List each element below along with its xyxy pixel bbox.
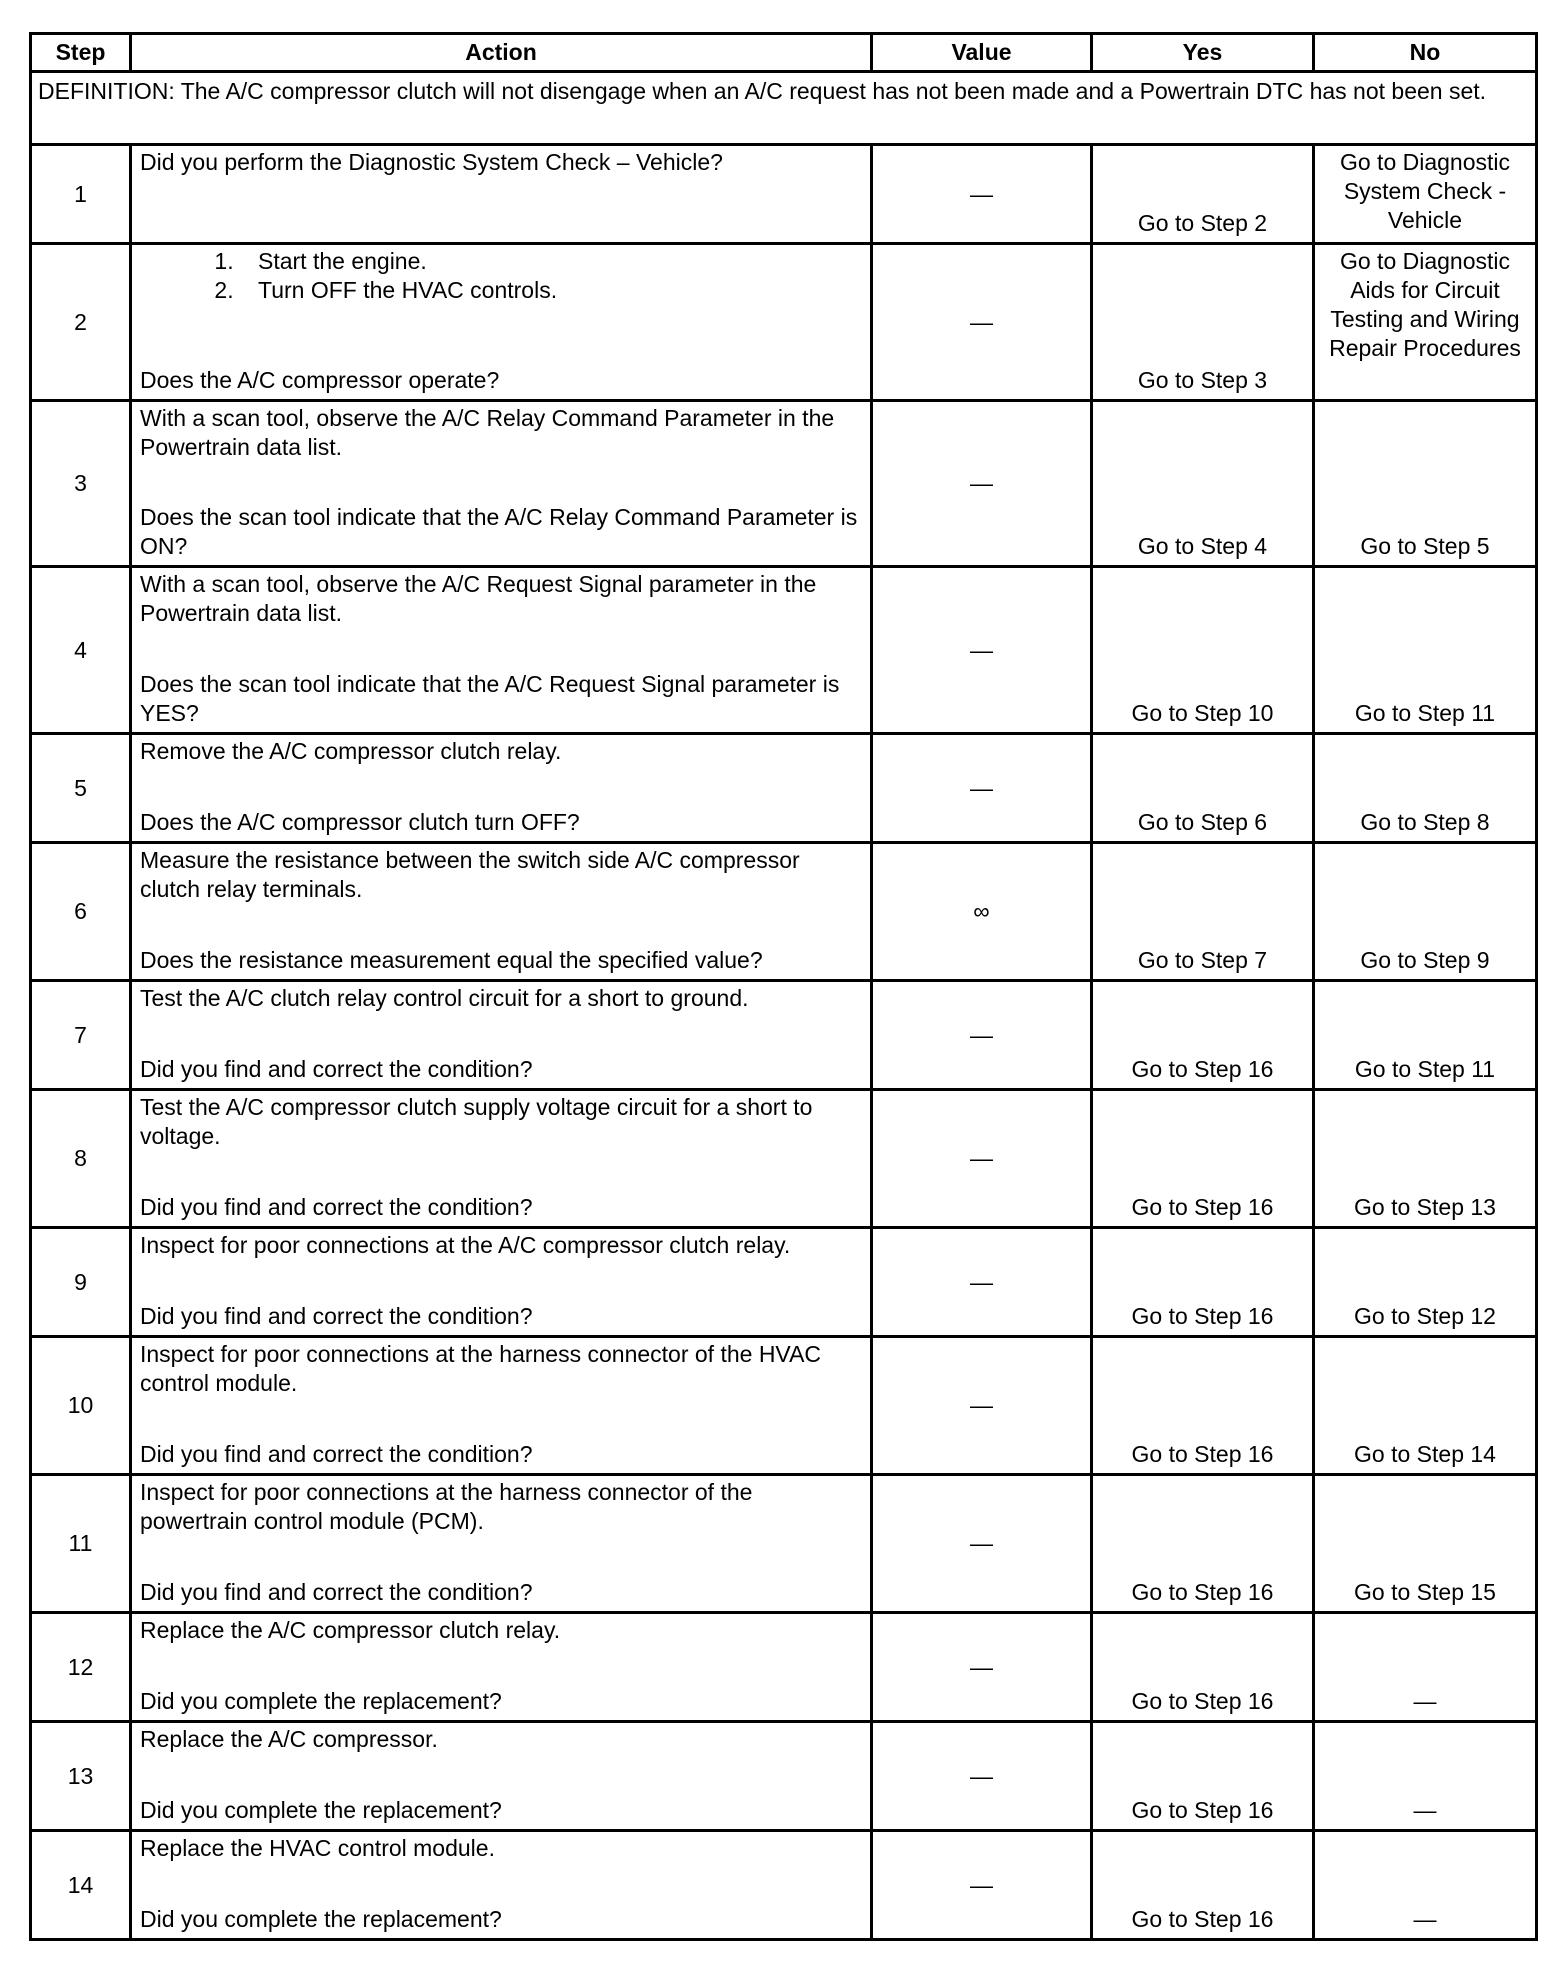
action-cell — [131, 1337, 872, 1475]
action-text: Test the A/C clutch relay control circuit for a short to ground. — [140, 985, 749, 1011]
value-cell: — — [872, 145, 1092, 244]
step-number: 1 — [31, 145, 131, 244]
value-cell: — — [872, 981, 1092, 1090]
yes-cell: Go to Step 10 — [1092, 567, 1314, 734]
step-number: 14 — [31, 1831, 131, 1940]
action-text: Remove the A/C compressor clutch relay. — [140, 738, 562, 764]
action-question: Did you find and correct the condition? — [140, 1441, 533, 1467]
definition-row — [31, 72, 1537, 145]
yes-cell: Go to Step 2 — [1092, 145, 1314, 244]
action-cell — [131, 1475, 872, 1613]
no-cell: — — [1314, 1831, 1537, 1940]
header-value: Value — [872, 34, 1092, 72]
no-cell: Go to Step 11 — [1314, 981, 1537, 1090]
value-cell: ∞ — [872, 843, 1092, 981]
no-cell: Go to Diagnostic System Check - Vehicle — [1314, 145, 1537, 244]
yes-cell: Go to Step 4 — [1092, 401, 1314, 567]
yes-cell: Go to Step 16 — [1092, 1722, 1314, 1831]
no-cell: Go to Diagnostic Aids for Circuit Testing and Wiring Repair Procedures — [1314, 244, 1537, 401]
action-cell — [131, 1722, 872, 1831]
action-cell — [131, 244, 872, 401]
no-cell: Go to Step 14 — [1314, 1337, 1537, 1475]
no-cell: Go to Step 5 — [1314, 401, 1537, 567]
yes-cell: Go to Step 16 — [1092, 1228, 1314, 1337]
value-cell: — — [872, 1228, 1092, 1337]
value-cell: — — [872, 734, 1092, 843]
step-number: 10 — [31, 1337, 131, 1475]
value-cell: — — [872, 401, 1092, 567]
step-number: 6 — [31, 843, 131, 981]
table-row — [31, 1722, 1537, 1831]
no-cell: Go to Step 8 — [1314, 734, 1537, 843]
value-cell: — — [872, 567, 1092, 734]
yes-cell: Go to Step 16 — [1092, 1613, 1314, 1722]
no-cell: — — [1314, 1722, 1537, 1831]
step-number: 7 — [31, 981, 131, 1090]
step-number: 12 — [31, 1613, 131, 1722]
action-cell — [131, 843, 872, 981]
substep-item: 2. Turn OFF the HVAC controls. — [240, 276, 862, 305]
yes-cell: Go to Step 16 — [1092, 1090, 1314, 1228]
action-question: Did you find and correct the condition? — [140, 1579, 533, 1605]
no-cell: — — [1314, 1613, 1537, 1722]
action-question: Did you complete the replacement? — [140, 1688, 502, 1714]
table-row — [31, 734, 1537, 843]
action-question: Does the A/C compressor clutch turn OFF? — [140, 809, 580, 835]
header-action: Action — [131, 34, 872, 72]
value-cell: — — [872, 1337, 1092, 1475]
table-row — [31, 1831, 1537, 1940]
value-cell: — — [872, 1613, 1092, 1722]
substep-item: 1. Start the engine. — [240, 247, 862, 276]
table-row — [31, 567, 1537, 734]
action-text: With a scan tool, observe the A/C Relay Command Parameter in the Powertrain data list. — [140, 405, 835, 460]
step-number: 8 — [31, 1090, 131, 1228]
action-cell — [131, 145, 872, 244]
yes-cell: Go to Step 3 — [1092, 244, 1314, 401]
yes-cell: Go to Step 16 — [1092, 1337, 1314, 1475]
header-yes: Yes — [1092, 34, 1314, 72]
action-text: Inspect for poor connections at the harness connector of the HVAC control module. — [140, 1341, 822, 1396]
action-question: Does the resistance measurement equal the specified value? — [140, 947, 763, 973]
table-row — [31, 244, 1537, 401]
action-text: Replace the HVAC control module. — [140, 1835, 495, 1861]
action-text: Replace the A/C compressor. — [140, 1726, 438, 1752]
action-cell — [131, 734, 872, 843]
action-text: Inspect for poor connections at the A/C compressor clutch relay. — [140, 1232, 791, 1258]
table-row — [31, 1337, 1537, 1475]
action-cell — [131, 1613, 872, 1722]
action-question: Did you complete the replacement? — [140, 1906, 502, 1932]
table-row — [31, 1228, 1537, 1337]
step-number: 2 — [31, 244, 131, 401]
action-cell — [131, 1090, 872, 1228]
yes-cell: Go to Step 7 — [1092, 843, 1314, 981]
diagnostic-table — [29, 32, 1538, 1941]
table-row — [31, 1475, 1537, 1613]
value-cell: — — [872, 1475, 1092, 1613]
table-row — [31, 145, 1537, 244]
step-number: 5 — [31, 734, 131, 843]
action-cell — [131, 1831, 872, 1940]
step-number: 13 — [31, 1722, 131, 1831]
step-number: 4 — [31, 567, 131, 734]
yes-cell: Go to Step 16 — [1092, 1831, 1314, 1940]
action-question: Does the A/C compressor operate? — [140, 367, 500, 393]
no-cell: Go to Step 9 — [1314, 843, 1537, 981]
action-cell — [131, 1228, 872, 1337]
value-cell: — — [872, 1090, 1092, 1228]
substep-list — [140, 245, 862, 305]
action-cell — [131, 981, 872, 1090]
action-cell — [131, 401, 872, 567]
header-no: No — [1314, 34, 1537, 72]
action-question: Did you find and correct the condition? — [140, 1194, 533, 1220]
yes-cell: Go to Step 16 — [1092, 981, 1314, 1090]
table-row — [31, 843, 1537, 981]
no-cell: Go to Step 13 — [1314, 1090, 1537, 1228]
value-cell: — — [872, 1722, 1092, 1831]
action-text: Test the A/C compressor clutch supply voltage circuit for a short to voltage. — [140, 1094, 813, 1149]
step-number: 11 — [31, 1475, 131, 1613]
value-cell: — — [872, 1831, 1092, 1940]
table-row — [31, 1613, 1537, 1722]
action-text: Measure the resistance between the switch side A/C compressor clutch relay terminals. — [140, 847, 800, 902]
table-row — [31, 981, 1537, 1090]
action-question: Did you find and correct the condition? — [140, 1303, 533, 1329]
action-text: Replace the A/C compressor clutch relay. — [140, 1617, 561, 1643]
header-row — [31, 34, 1537, 72]
yes-cell: Go to Step 6 — [1092, 734, 1314, 843]
yes-cell: Go to Step 16 — [1092, 1475, 1314, 1613]
no-cell: Go to Step 12 — [1314, 1228, 1537, 1337]
value-cell: — — [872, 244, 1092, 401]
action-text: With a scan tool, observe the A/C Request Signal parameter in the Powertrain data list. — [140, 571, 817, 626]
table-row — [31, 1090, 1537, 1228]
action-question: Does the scan tool indicate that the A/C Request Signal parameter is YES? — [140, 671, 840, 726]
step-number: 9 — [31, 1228, 131, 1337]
definition-text: DEFINITION: The A/C compressor clutch will not disengage when an A/C request has not been made and a Powertrain DTC has not been set. — [31, 72, 1537, 145]
action-cell — [131, 567, 872, 734]
table-row — [31, 401, 1537, 567]
action-question: Did you complete the replacement? — [140, 1797, 502, 1823]
action-question: Does the scan tool indicate that the A/C Relay Command Parameter is ON? — [140, 504, 858, 559]
action-text: Inspect for poor connections at the harness connector of the powertrain control module (PCM). — [140, 1479, 753, 1534]
action-text: Did you perform the Diagnostic System Check – Vehicle? — [140, 149, 723, 175]
action-question: Did you find and correct the condition? — [140, 1056, 533, 1082]
no-cell: Go to Step 15 — [1314, 1475, 1537, 1613]
diagnostic-table-container — [29, 32, 1535, 1941]
header-step: Step — [31, 34, 131, 72]
no-cell: Go to Step 11 — [1314, 567, 1537, 734]
step-number: 3 — [31, 401, 131, 567]
